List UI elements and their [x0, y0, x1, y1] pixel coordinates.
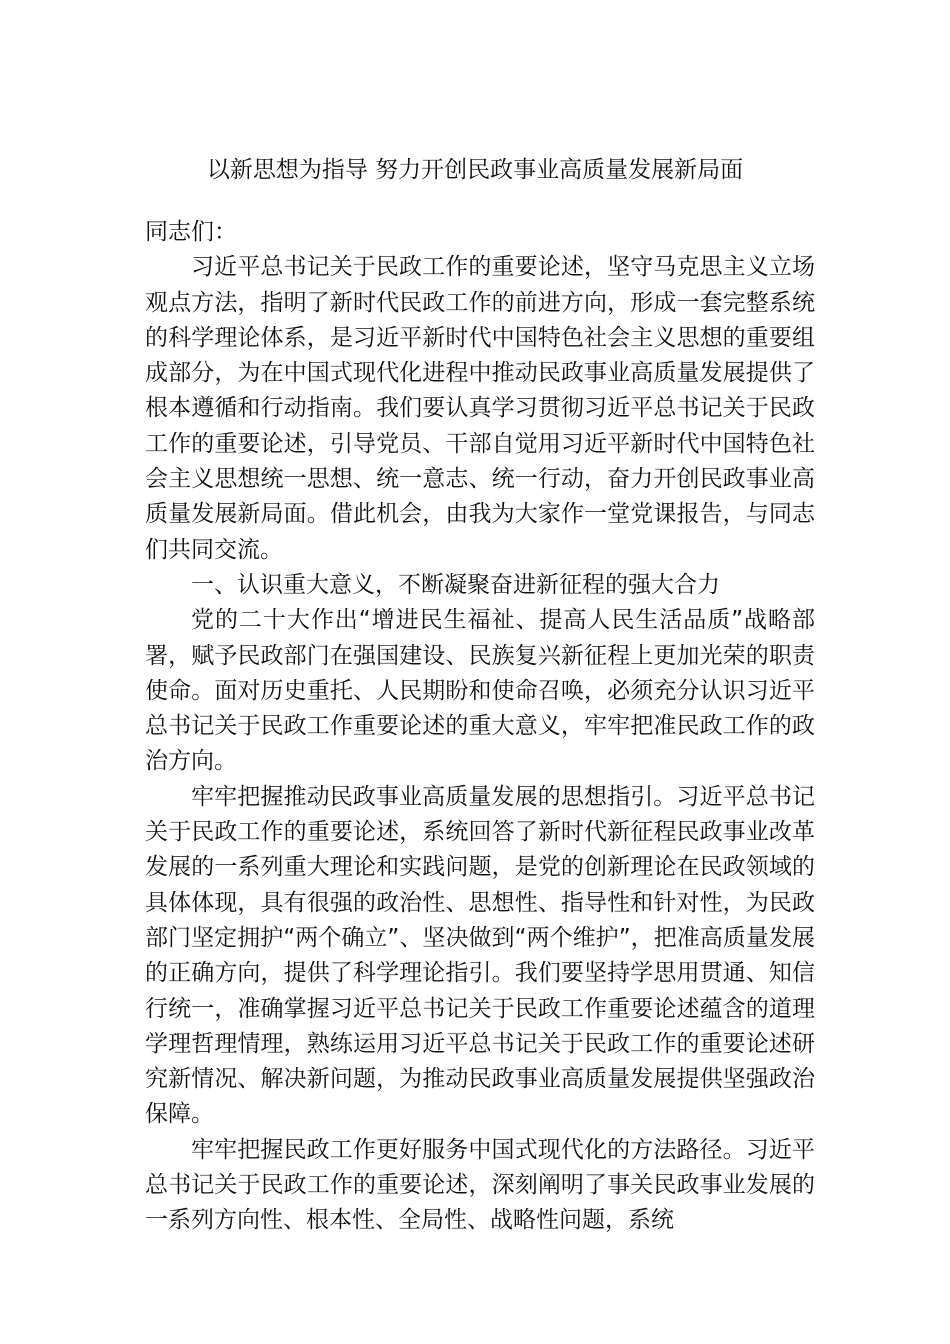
- paragraph-significance: 党的二十大作出“增进民生福祉、提高人民生活品质”战略部署，赋予民政部门在强国建设、民族复兴新征程上更加光荣的职责使命。面对历史重托、人民期盼和使命召唤，必须充分认识习近平总书记关于民政工作重要论述的重大意义，牢牢把准民政工作的政治方向。: [145, 607, 815, 775]
- document-title: 以新思想为指导 努力开创民政事业高质量发展新局面: [206, 157, 744, 183]
- salutation: 同志们：: [145, 219, 237, 245]
- paragraph-thought-guidance: 牢牢把握推动民政事业高质量发展的思想指引。习近平总书记关于民政工作的重要论述，系统回答了新时代新征程民政事业改革发展的一系列重大理论和实践问题，是党的创新理论在民政领域的具体体现，具有很强的政治性、思想性、指导性和针对性，为民政部门坚定拥护“两个确立”、坚决做到“两个维护”，把准高质量发展的正确方向，提供了科学理论指引。我们要坚持学思用贯通、知信行统一，准确掌握习近平总书记关于民政工作重要论述蕴含的道理学理哲理情理，熟练运用习近平总书记关于民政工作的重要论述研究新情况、解决新问题，为推动民政事业高质量发展提供坚强政治保障。: [145, 783, 815, 1128]
- paragraph-method-path: 牢牢把握民政工作更好服务中国式现代化的方法路径。习近平总书记关于民政工作的重要论述，深刻阐明了事关民政事业发展的一系列方向性、根本性、全局性、战略性问题，系统: [145, 1136, 815, 1234]
- section-heading-1: 一、认识重大意义，不断凝聚奋进新征程的强大合力: [191, 571, 720, 598]
- document-body: [145, 215, 815, 1239]
- paragraph-intro: 习近平总书记关于民政工作的重要论述，坚守马克思主义立场观点方法，指明了新时代民政工作的前进方向，形成一套完整系统的科学理论体系，是习近平新时代中国特色社会主义思想的重要组成部分，为在中国式现代化进程中推动民政事业高质量发展提供了根本遵循和行动指南。我们要认真学习贯彻习近平总书记关于民政工作的重要论述，引导党员、干部自觉用习近平新时代中国特色社会主义思想统一思想、统一意志、统一行动，奋力开创民政事业高质量发展新局面。借此机会，由我为大家作一堂党课报告，与同志们共同交流。: [145, 254, 815, 563]
